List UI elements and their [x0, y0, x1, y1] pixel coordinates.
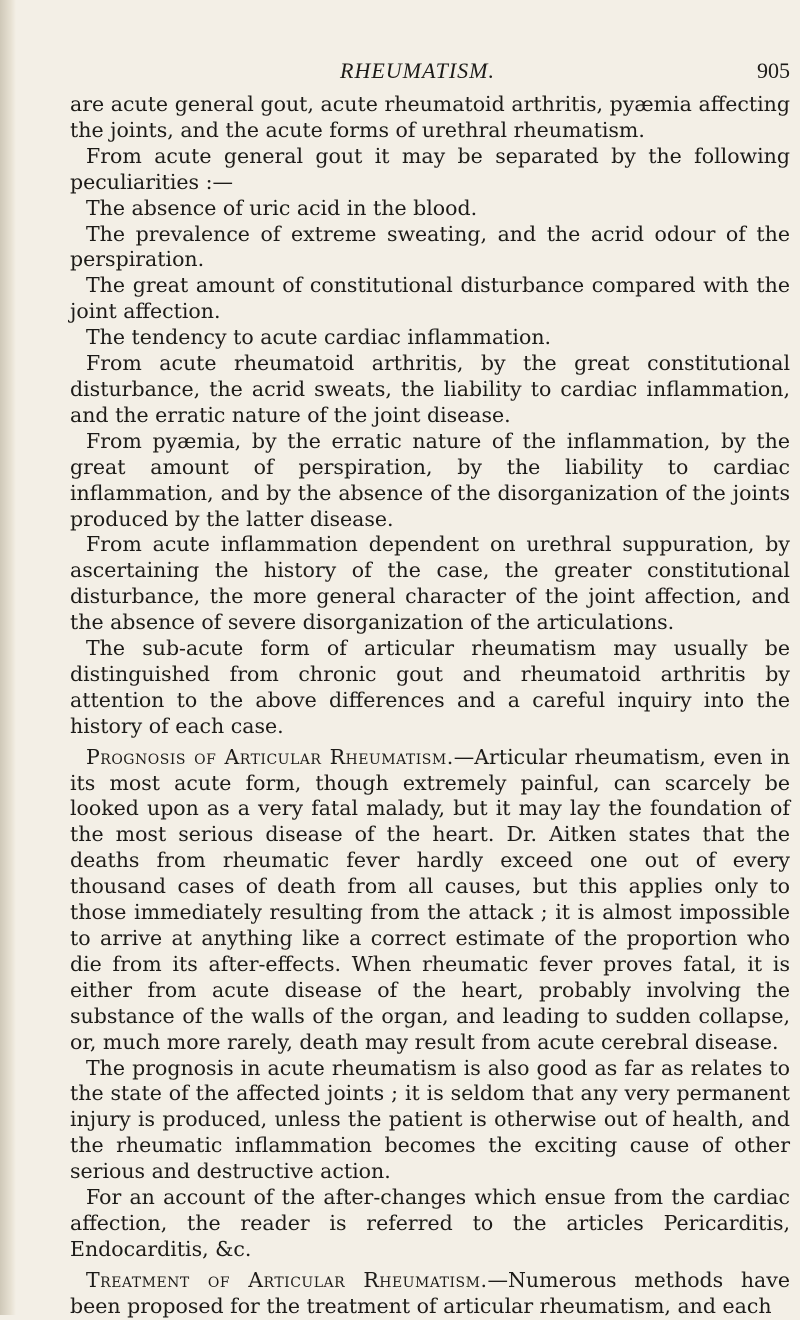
running-head — [70, 58, 790, 92]
section-heading-prognosis: Prognosis of Articular Rheumatism. — [86, 744, 454, 769]
paragraph-after-changes: For an account of the after-changes which ensue from the cardiac affection, the reader is referred to the articles Pericarditis, Endocarditis, &c. — [70, 1185, 790, 1261]
paragraph-constitutional: The great amount of constitutional disturbance compared with the joint affection. — [70, 273, 790, 324]
section-prognosis — [70, 745, 790, 1056]
paragraph-prognosis: —Articular rheumatism, even in its most acute form, though extremely painful, can scarcely be looked upon as a very fatal malady, but it may lay the foundation of the most serious disease of the heart. Dr. Aitken states that the deaths from rheumatic fever hardly exceed one out of every thousand cases of death from all causes, but this applies only to those immediately resulting from the attack ; it is almost impossible to arrive at anything like a correct estimate of the proportion who die from its after-effects. When rheumatic fever proves fatal, it is either from acute disease of the heart, probably involving the substance of the walls of the organ, and leading to sudden collapse, or, much more rarely, death may result from acute cerebral disease. — [70, 744, 790, 1054]
paragraph-urethral: From acute inflammation dependent on urethral suppuration, by ascertaining the history of the case, the greater constitutional disturbance, the more general character of the joint affection, and the absence of severe disorganization of the articulations. — [70, 532, 790, 635]
page-number: 905 — [757, 58, 790, 83]
page-gutter-shadow — [0, 0, 16, 1315]
paragraph-sweating: The prevalence of extreme sweating, and the acrid odour of the perspiration. — [70, 221, 790, 272]
paragraph-treatment: —Numerous methods have been proposed for the treatment of articular rheumatism, and each — [70, 1267, 790, 1318]
paragraph-gout-intro: From acute general gout it may be separated by the following peculiarities :— — [70, 143, 790, 194]
paragraph-pyaemia: From pyæmia, by the erratic nature of the inflammation, by the great amount of perspiration, by the liability to cardiac inflammation, and by the absence of the disorganization of the joints produced by the latter disease. — [70, 428, 790, 531]
section-heading-treatment: Treatment of Articular Rheumatism. — [86, 1267, 488, 1292]
paragraph-continuation: are acute general gout, acute rheumatoid arthritis, pyæmia affecting the joints, and the acute forms of urethral rheumatism. — [70, 92, 790, 142]
book-page — [70, 58, 790, 1320]
paragraph-joints-prognosis: The prognosis in acute rheumatism is also good as far as relates to the state of the affected joints ; it is seldom that any very permanent injury is produced, unless the patient is otherwise out of health, and the rheumatic inflammation becomes the exciting cause of other serious and destructive action. — [70, 1055, 790, 1184]
paragraph-rheumatoid-arthritis: From acute rheumatoid arthritis, by the great constitutional disturbance, the acrid sweats, the liability to cardiac inflammation, and the erratic nature of the joint disease. — [70, 351, 790, 427]
running-title: RHEUMATISM. — [340, 58, 495, 83]
paragraph-sub-acute: The sub-acute form of articular rheumatism may usually be distinguished from chronic gout and rheumatoid arthritis by attention to the above differences and a careful inquiry into the history of each case. — [70, 636, 790, 738]
paragraph-uric-acid: The absence of uric acid in the blood. — [86, 195, 478, 220]
paragraph-cardiac: The tendency to acute cardiac inflammation. — [86, 325, 552, 350]
section-treatment — [70, 1268, 790, 1320]
